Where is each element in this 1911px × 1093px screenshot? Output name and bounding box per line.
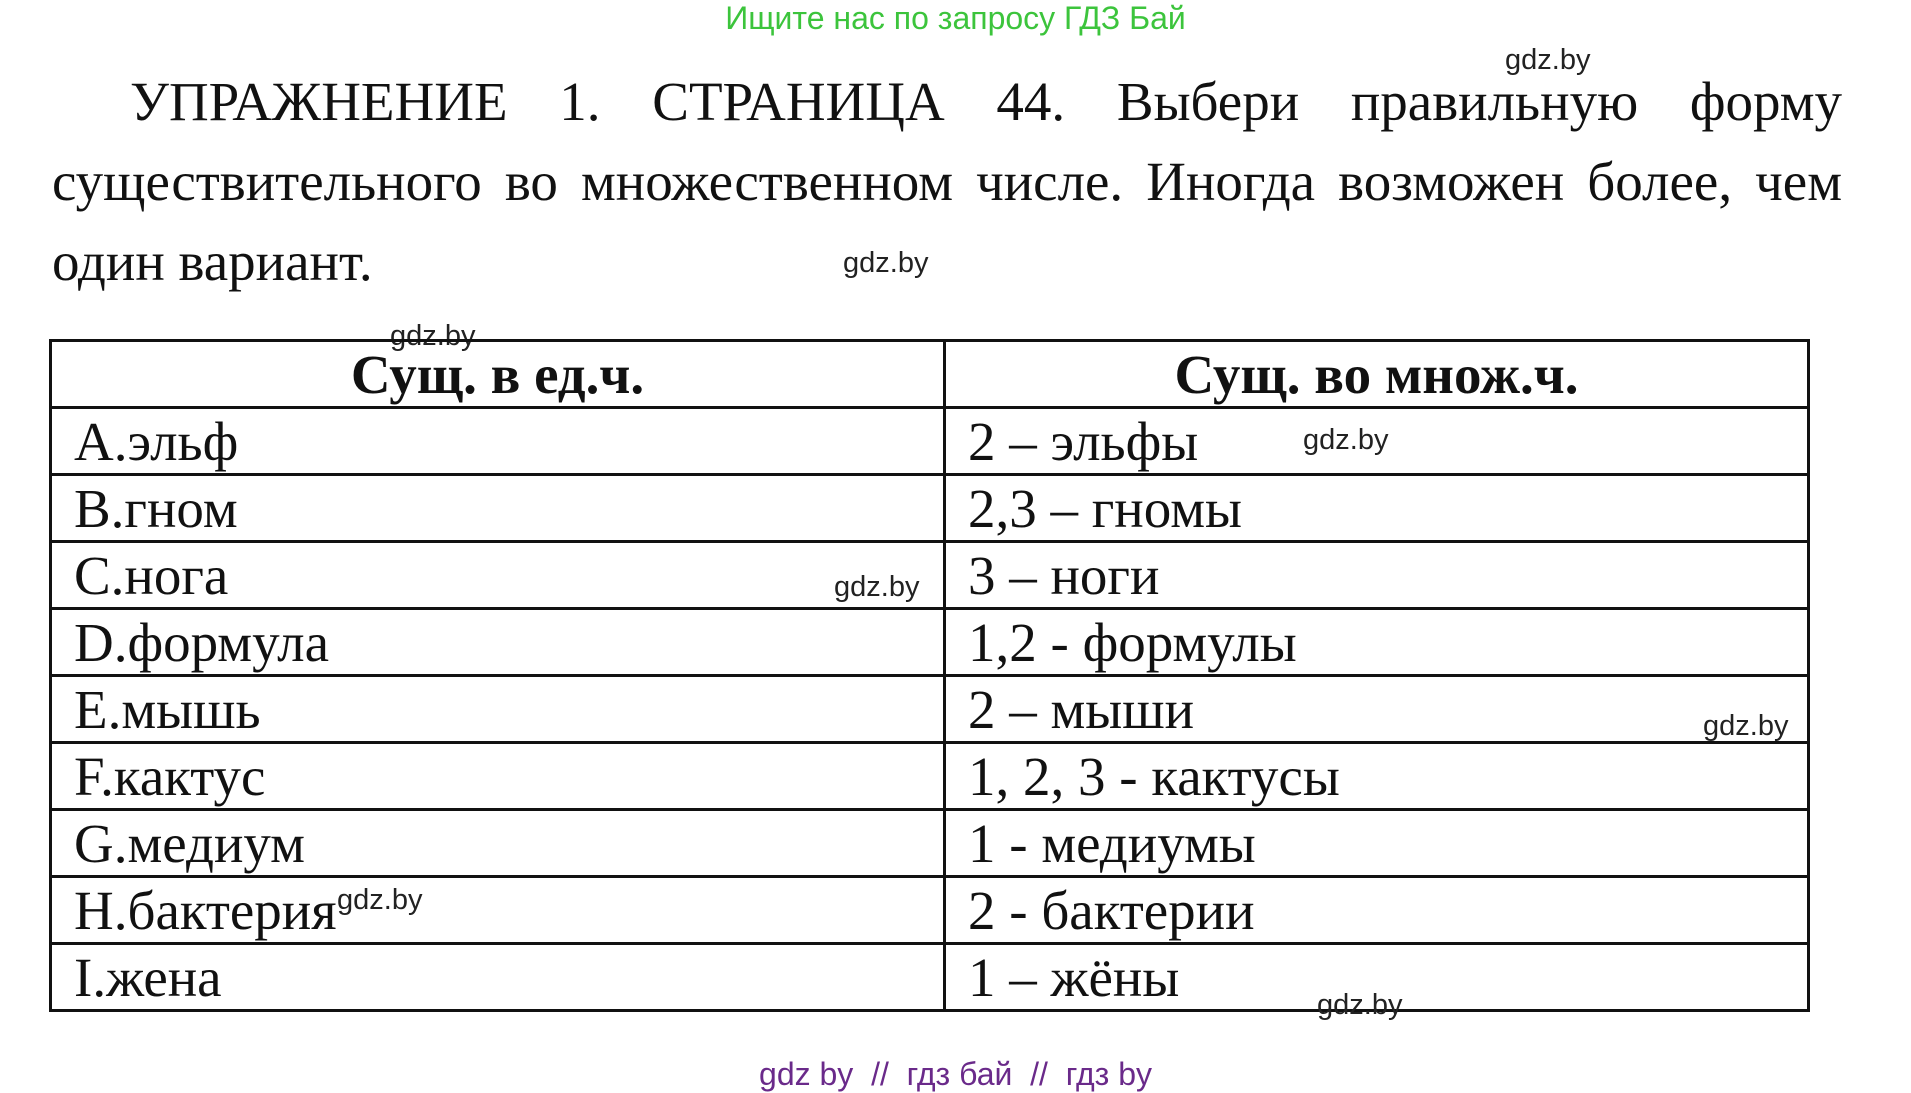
table-row [51, 810, 1809, 877]
singular-cell: C.нога [51, 542, 945, 609]
plural-cell: 1, 2, 3 - кактусы [945, 743, 1809, 810]
watermark: gdz.by [834, 571, 920, 603]
plural-cell: 2 - бактерии [945, 877, 1809, 944]
singular-cell: E.мышь [51, 676, 945, 743]
answer-table [49, 339, 1810, 1012]
watermark: gdz.by [390, 320, 476, 352]
plural-cell: 1 - медиумы [945, 810, 1809, 877]
singular-cell: F.кактус [51, 743, 945, 810]
watermark: gdz.by [1303, 424, 1389, 456]
singular-cell: D.формула [51, 609, 945, 676]
table-row [51, 408, 1809, 475]
plural-cell: 2 – мыши [945, 676, 1809, 743]
footer-links: gdz by // гдз бай // гдз by [759, 1056, 1152, 1092]
search-banner: Ищите нас по запросу ГДЗ Бай [725, 0, 1186, 36]
table-row [51, 743, 1809, 810]
table-row [51, 944, 1809, 1011]
column-header: Сущ. в ед.ч. [51, 341, 945, 408]
table-row [51, 676, 1809, 743]
singular-cell: A.эльф [51, 408, 945, 475]
table-row [51, 609, 1809, 676]
watermark: gdz.by [1703, 710, 1789, 742]
singular-cell: G.медиум [51, 810, 945, 877]
plural-cell: 2,3 – гномы [945, 475, 1809, 542]
plural-cell: 1 – жёны [945, 944, 1809, 1011]
table-row [51, 475, 1809, 542]
table-row [51, 877, 1809, 944]
plural-cell: 1,2 - формулы [945, 609, 1809, 676]
column-header: Сущ. во множ.ч. [945, 341, 1809, 408]
singular-cell: B.гном [51, 475, 945, 542]
plural-cell: 3 – ноги [945, 542, 1809, 609]
table-row [51, 542, 1809, 609]
singular-cell: I.жена [51, 944, 945, 1011]
exercise-task: УПРАЖНЕНИЕ 1. СТРАНИЦА 44. Выбери правильную форму существительного во множественном числе. Иногда возможен более, чем один вариант. [52, 71, 1842, 292]
watermark: gdz.by [1317, 989, 1403, 1021]
watermark: gdz.by [337, 884, 423, 916]
watermark: gdz.by [843, 247, 929, 279]
table-header-row [51, 341, 1809, 408]
plural-cell: 2 – эльфы [945, 408, 1809, 475]
watermark: gdz.by [1505, 44, 1591, 76]
singular-cell: H.бактерия [51, 877, 945, 944]
